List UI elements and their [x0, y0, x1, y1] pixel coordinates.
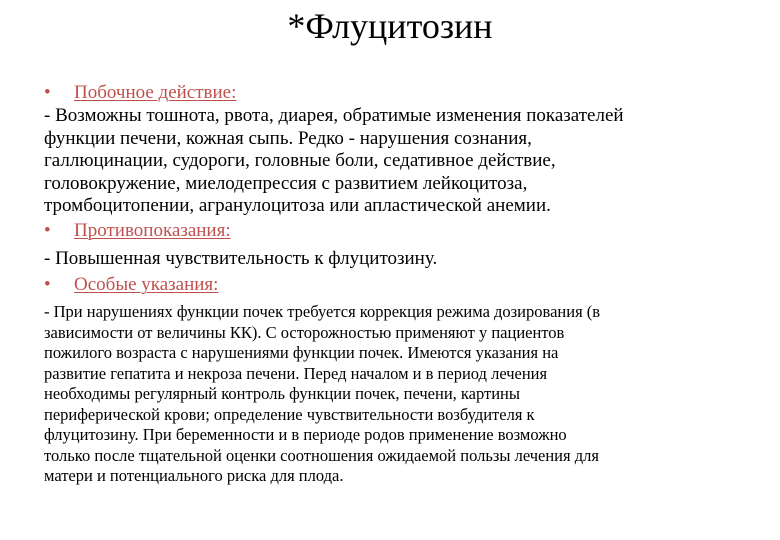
bullet-icon: •: [44, 219, 51, 241]
bullet-special-instructions: [44, 274, 756, 296]
bullet-side-effects: [44, 82, 756, 104]
text-line: флуцитозину. При беременности и в периоде родов применение возможно: [44, 425, 567, 444]
text-line: периферической крови; определение чувствительности возбудителя к: [44, 404, 535, 424]
text-line: матери и потенциального риска для плода.: [44, 466, 344, 485]
text-line: функции печени, кожная сыпь. Редко - нарушения сознания,: [44, 127, 532, 149]
bullet-icon: •: [44, 274, 51, 295]
text-line: тромбоцитопении, агранулоцитоза или апластической анемии.: [44, 195, 551, 216]
text-line: - При нарушениях функции почек требуется коррекция режима дозирования (в: [44, 302, 601, 321]
text-line: зависимости от величины КК). С осторожностью применяют у пациентов: [44, 322, 565, 342]
heading-special-instructions: Особые указания:: [74, 274, 219, 295]
heading-contraindications: Противопоказания:: [74, 219, 231, 241]
text-line: необходимы регулярный контроль функции почек, печени, картины: [44, 384, 520, 403]
text-line: пожилого возраста с нарушениями функции почек. Имеются указания на: [44, 343, 559, 362]
text-line: только после тщательной оценки соотношения ожидаемой пользы лечения для: [44, 445, 599, 465]
text-line: развитие гепатита и некроза печени. Перед началом и в период лечения: [44, 363, 548, 383]
slide-title: *Флуцитозин: [287, 6, 493, 46]
heading-side-effects: Побочное действие:: [74, 82, 237, 103]
bullet-icon: •: [44, 82, 51, 103]
paragraph-contraindications: [44, 248, 756, 271]
paragraph-special-instructions: [44, 302, 756, 487]
slide-content: [44, 82, 756, 487]
text-line: - Возможны тошнота, рвота, диарея, обратимые изменения показателей: [44, 105, 624, 126]
paragraph-side-effects: [44, 105, 756, 218]
text-line: головокружение, миелодепрессия с развитием лейкоцитоза,: [44, 172, 528, 194]
text-line: галлюцинации, судороги, головные боли, седативное действие,: [44, 150, 556, 171]
text-line: - Повышенная чувствительность к флуцитозину.: [44, 247, 438, 269]
bullet-contraindications: [44, 220, 756, 242]
